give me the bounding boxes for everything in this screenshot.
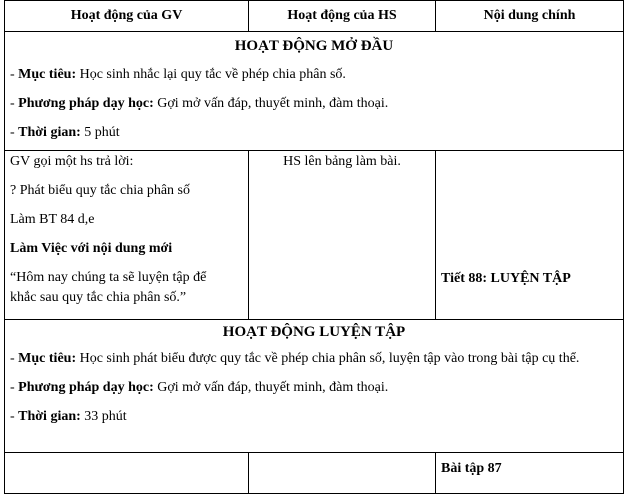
section1-cell bbox=[5, 32, 624, 151]
content-exercise: Bài tập 87 bbox=[441, 461, 502, 476]
gv-line-5b: khắc sau quy tắc chia phân số.” bbox=[10, 290, 187, 305]
section2-time-label: Thời gian: bbox=[18, 409, 81, 424]
section1-method-text: Gợi mở vấn đáp, thuyết minh, đàm thoại. bbox=[157, 96, 389, 111]
section1-goal-label: Mục tiêu: bbox=[18, 67, 77, 82]
section2-method: - Phương pháp dạy học: Gợi mở vấn đáp, thuyết minh, đàm thoại. bbox=[10, 380, 389, 395]
section2-goal: - Mục tiêu: Học sinh phát biểu được quy tắc về phép chia phân số, luyện tập vào trong bài tập cụ thể. bbox=[10, 351, 580, 366]
section2-title: HOẠT ĐỘNG LUYỆN TẬP bbox=[222, 324, 406, 340]
section2-time-text: 33 phút bbox=[84, 409, 127, 424]
activity-row-1 bbox=[5, 151, 624, 320]
section2-method-text: Gợi mở vấn đáp, thuyết minh, đàm thoại. bbox=[157, 380, 389, 395]
section2-goal-label: Mục tiêu: bbox=[18, 351, 77, 366]
activity-row-2-partial bbox=[5, 453, 624, 494]
section1-row bbox=[5, 32, 624, 151]
gv-line-5a: “Hôm nay chúng ta sẽ luyện tập để bbox=[10, 270, 207, 285]
section1-time: - Thời gian: 5 phút bbox=[10, 125, 120, 140]
content-cell-2 bbox=[436, 453, 624, 494]
hs-text: HS lên bảng làm bài. bbox=[283, 154, 401, 169]
section2-goal-text: Học sinh phát biểu được quy tắc về phép chia phân số, luyện tập vào trong bài tập cụ thể. bbox=[79, 351, 580, 366]
section1-method-label: Phương pháp dạy học: bbox=[18, 96, 154, 111]
content-cell bbox=[436, 151, 624, 320]
section2-cell bbox=[5, 320, 624, 453]
header-gv: Hoạt động của GV bbox=[5, 1, 249, 32]
gv-cell bbox=[5, 151, 249, 320]
content-title: Tiết 88: LUYỆN TẬP bbox=[441, 271, 571, 286]
gv-line-1: GV gọi một hs trả lời: bbox=[10, 154, 134, 169]
hs-cell-2 bbox=[249, 453, 436, 494]
header-row bbox=[5, 1, 624, 32]
gv-line-4: Làm Việc với nội dung mới bbox=[10, 241, 173, 256]
section1-time-text: 5 phút bbox=[84, 125, 120, 140]
section1-method: - Phương pháp dạy học: Gợi mở vấn đáp, thuyết minh, đàm thoại. bbox=[10, 96, 389, 111]
gv-line-3: Làm BT 84 d,e bbox=[10, 212, 95, 227]
section1-goal: - Mục tiêu: Học sinh nhắc lại quy tắc về phép chia phân số. bbox=[10, 67, 346, 82]
header-content: Nội dung chính bbox=[436, 1, 624, 32]
lesson-plan-table bbox=[4, 0, 624, 494]
header-hs: Hoạt động của HS bbox=[249, 1, 436, 32]
section2-time: - Thời gian: 33 phút bbox=[10, 409, 127, 424]
section2-row bbox=[5, 320, 624, 453]
section1-title: HOẠT ĐỘNG MỞ ĐẦU bbox=[234, 38, 394, 54]
section1-goal-text: Học sinh nhắc lại quy tắc về phép chia phân số. bbox=[79, 67, 346, 82]
section2-method-label: Phương pháp dạy học: bbox=[18, 380, 154, 395]
section1-time-label: Thời gian: bbox=[18, 125, 81, 140]
gv-line-2: ? Phát biểu quy tắc chia phân số bbox=[10, 183, 191, 198]
hs-cell bbox=[249, 151, 436, 320]
gv-cell-2 bbox=[5, 453, 249, 494]
